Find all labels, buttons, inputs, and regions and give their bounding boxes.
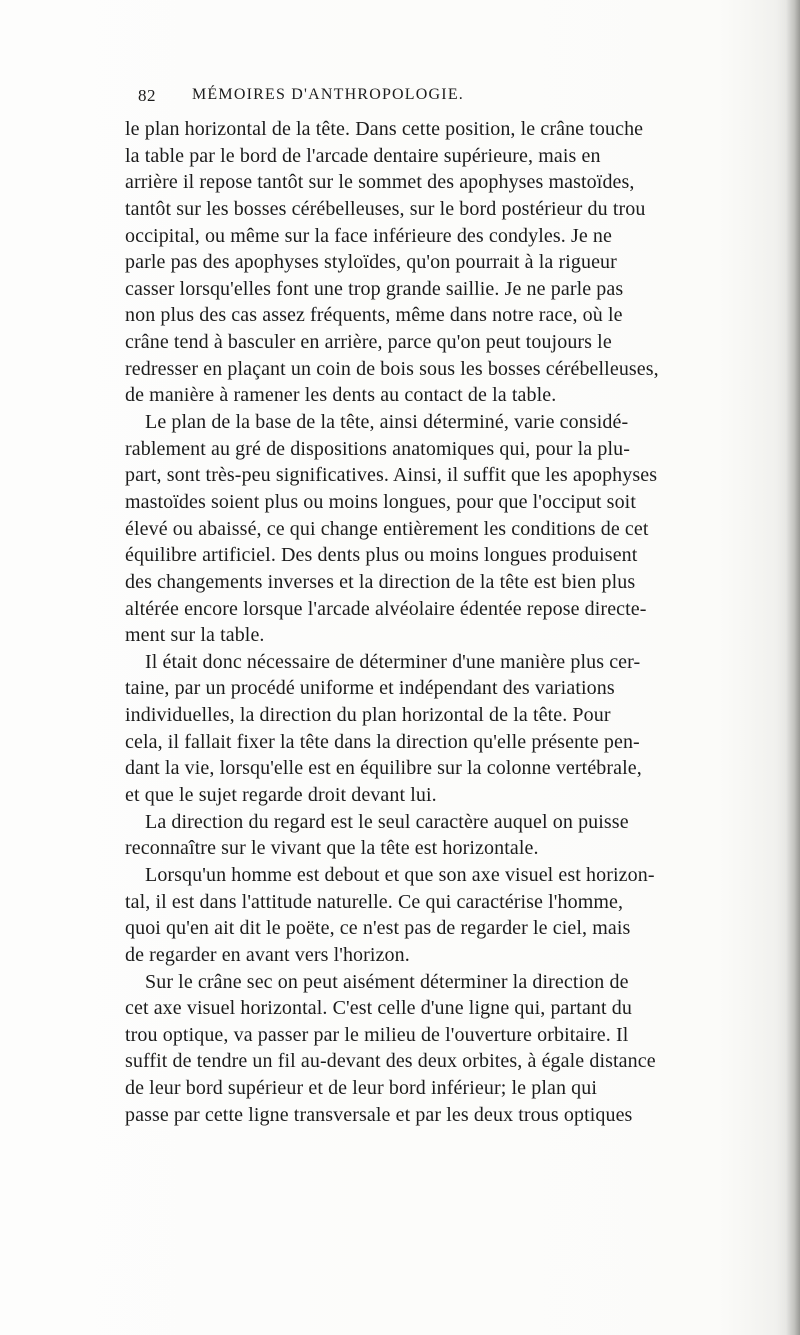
text-line: élevé ou abaissé, ce qui change entièrement les conditions de cet <box>125 517 649 540</box>
paragraph-start-line: Sur le crâne sec on peut aisément déterminer la direction de <box>145 970 629 993</box>
text-line: reconnaître sur le vivant que la tête est horizontale. <box>125 837 539 860</box>
paragraph-start-line: Le plan de la base de la tête, ainsi déterminé, varie considé- <box>145 411 629 434</box>
text-line: de manière à ramener les dents au contact de la table. <box>125 384 557 407</box>
running-title: MÉMOIRES D'ANTHROPOLOGIE. <box>192 86 464 103</box>
text-line: la table par le bord de l'arcade dentaire supérieure, mais en <box>125 144 601 167</box>
page-header <box>138 86 698 112</box>
text-line: part, sont très-peu significatives. Ainsi, il suffit que les apophyses <box>125 464 658 487</box>
body-text <box>125 116 781 1128</box>
text-line: arrière il repose tantôt sur le sommet des apophyses mastoïdes, <box>125 171 635 194</box>
text-line: suffit de tendre un fil au-devant des deux orbites, à égale distance <box>125 1050 656 1073</box>
text-line: casser lorsqu'elles font une trop grande saillie. Je ne parle pas <box>125 277 624 300</box>
page-number: 82 <box>138 86 156 105</box>
paragraph-start-line: Lorsqu'un homme est debout et que son axe visuel est horizon- <box>145 863 655 886</box>
text-line: des changements inverses et la direction de la tête est bien plus <box>125 570 636 593</box>
text-line: individuelles, la direction du plan horizontal de la tête. Pour <box>125 704 611 727</box>
text-line: tal, il est dans l'attitude naturelle. Ce qui caractérise l'homme, <box>125 890 624 913</box>
text-line: cela, il fallait fixer la tête dans la direction qu'elle présente pen- <box>125 730 640 753</box>
text-line: occipital, ou même sur la face inférieure des condyles. Je ne <box>125 224 613 247</box>
text-line: et que le sujet regarde droit devant lui. <box>125 784 437 807</box>
paragraph-start-line: Il était donc nécessaire de déterminer d'une manière plus cer- <box>145 650 641 673</box>
paragraph-start-line: La direction du regard est le seul caractère auquel on puisse <box>145 810 629 833</box>
text-line: de regarder en avant vers l'horizon. <box>125 943 410 966</box>
text-line: passe par cette ligne transversale et par les deux trous optiques <box>125 1103 633 1126</box>
text-line: de leur bord supérieur et de leur bord inférieur; le plan qui <box>125 1077 598 1100</box>
text-line: trou optique, va passer par le milieu de l'ouverture orbitaire. Il <box>125 1023 629 1046</box>
text-line: équilibre artificiel. Des dents plus ou moins longues produisent <box>125 544 638 567</box>
text-line: rablement au gré de dispositions anatomiques qui, pour la plu- <box>125 437 630 460</box>
text-line: mastoïdes soient plus ou moins longues, pour que l'occiput soit <box>125 490 636 513</box>
text-line: quoi qu'en ait dit le poëte, ce n'est pas de regarder le ciel, mais <box>125 917 631 940</box>
text-line: altérée encore lorsque l'arcade alvéolaire édentée repose directe- <box>125 597 647 620</box>
text-line: non plus des cas assez fréquents, même dans notre race, où le <box>125 304 623 327</box>
text-line: le plan horizontal de la tête. Dans cette position, le crâne touche <box>125 118 644 140</box>
text-line: crâne tend à basculer en arrière, parce qu'on peut toujours le <box>125 331 612 354</box>
text-line: parle pas des apophyses styloïdes, qu'on pourrait à la rigueur <box>125 251 617 274</box>
text-line: taine, par un procédé uniforme et indépendant des variations <box>125 677 615 700</box>
text-line: redresser en plaçant un coin de bois sous les bosses cérébelleuses, <box>125 357 659 380</box>
text-line: dant la vie, lorsqu'elle est en équilibre sur la colonne vertébrale, <box>125 757 642 780</box>
text-line: tantôt sur les bosses cérébelleuses, sur le bord postérieur du trou <box>125 197 646 220</box>
text-line: cet axe visuel horizontal. C'est celle d'une ligne qui, partant du <box>125 997 632 1020</box>
page-edge-shadow <box>786 0 800 1335</box>
text-line: ment sur la table. <box>125 624 265 647</box>
